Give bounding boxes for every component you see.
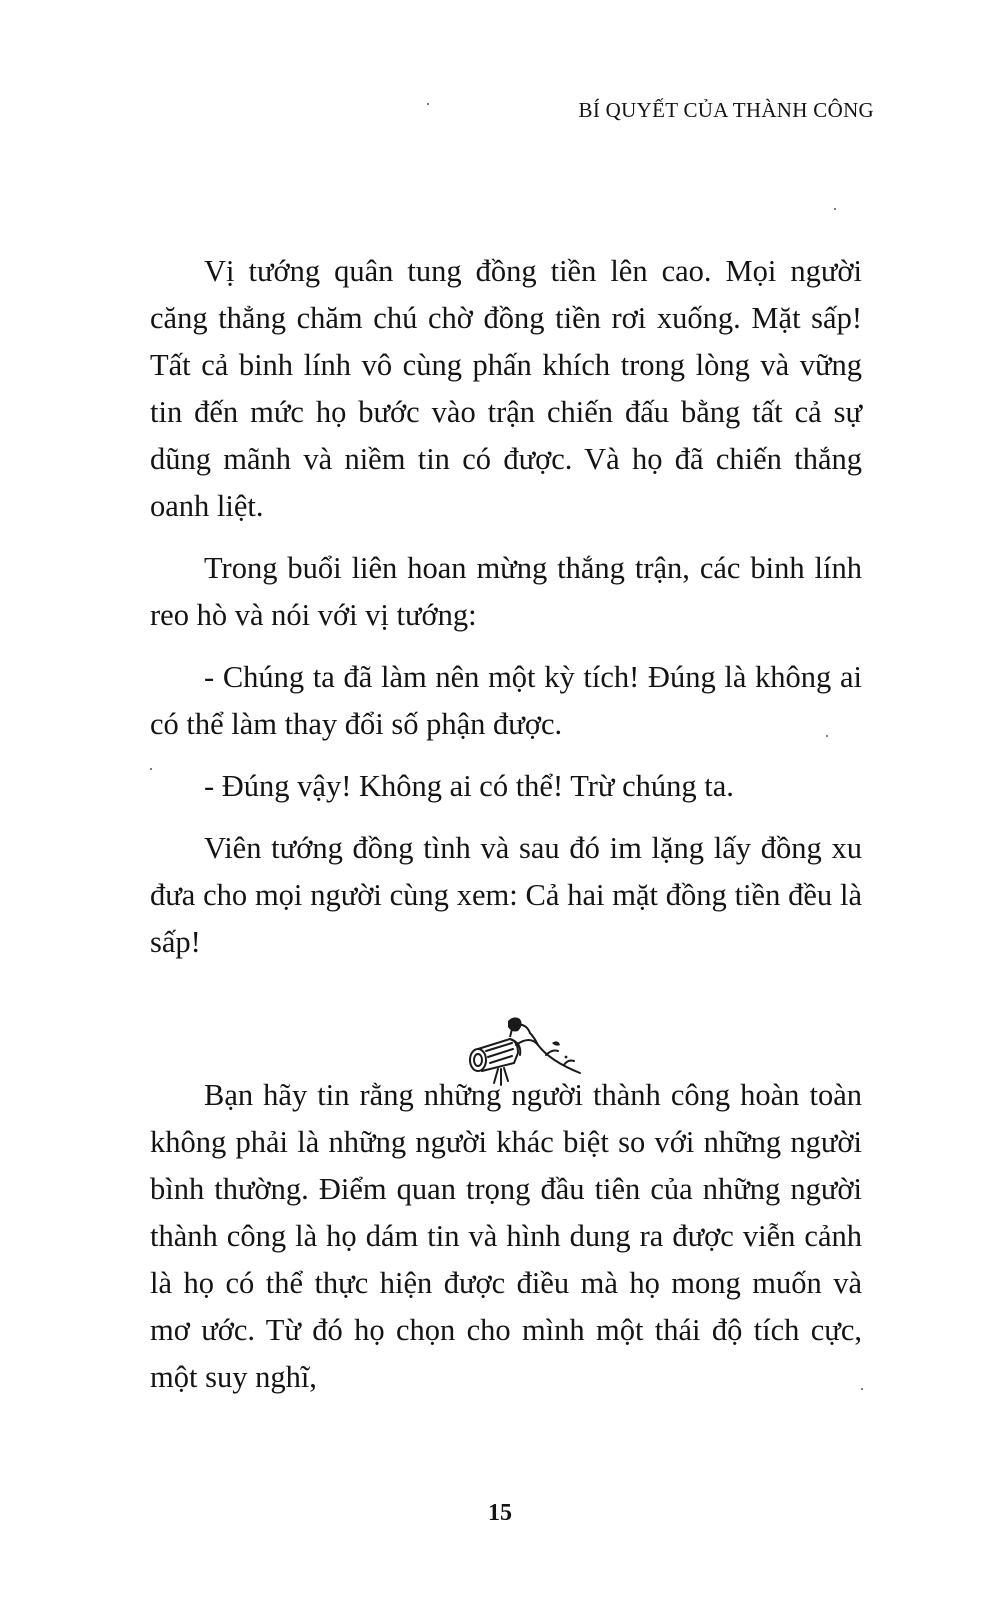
dialogue-line: - Đúng vậy! Không ai có thể! Trừ chúng ta.	[204, 769, 734, 803]
print-speck	[427, 103, 429, 105]
dialogue-line: - Chúng ta đã làm nên một kỳ tích! Đúng là không ai có thể làm thay đổi số phận được.	[150, 660, 862, 741]
print-speck	[834, 208, 836, 210]
story-paragraph: Viên tướng đồng tình và sau đó im lặng lấy đồng xu đưa cho mọi người cùng xem: Cả hai mặt đồng tiền đều là sấp!	[150, 831, 862, 959]
reflection-block	[150, 1072, 862, 1401]
reflection-paragraph: Bạn hãy tin rằng những người thành công hoàn toàn không phải là những người khác biệt so với những người bình thường. Điểm quan trọng đầu tiên của những người thành công là họ dám tin và hình dung ra được viễn cảnh là họ có thể thực hiện được điều mà họ mong muốn và mơ ước. Từ đó họ chọn cho mình một thái độ tích cực, một suy nghĩ,	[150, 1078, 862, 1394]
running-header: BÍ QUYẾT CỦA THÀNH CÔNG	[578, 98, 874, 122]
story-block	[150, 248, 862, 966]
story-paragraph: Vị tướng quân tung đồng tiền lên cao. Mọi người căng thẳng chăm chú chờ đồng tiền rơi xuống. Mặt sấp! Tất cả binh lính vô cùng phấn khích trong lòng và vững tin đến mức họ bước vào trận chiến đấu bằng tất cả sự dũng mãnh và niềm tin có được. Và họ đã chiến thắng oanh liệt.	[150, 254, 862, 523]
page-number: 15	[488, 1500, 512, 1526]
story-paragraph: Trong buổi liên hoan mừng thắng trận, các binh lính reo hò và nói với vị tướng:	[150, 551, 862, 632]
